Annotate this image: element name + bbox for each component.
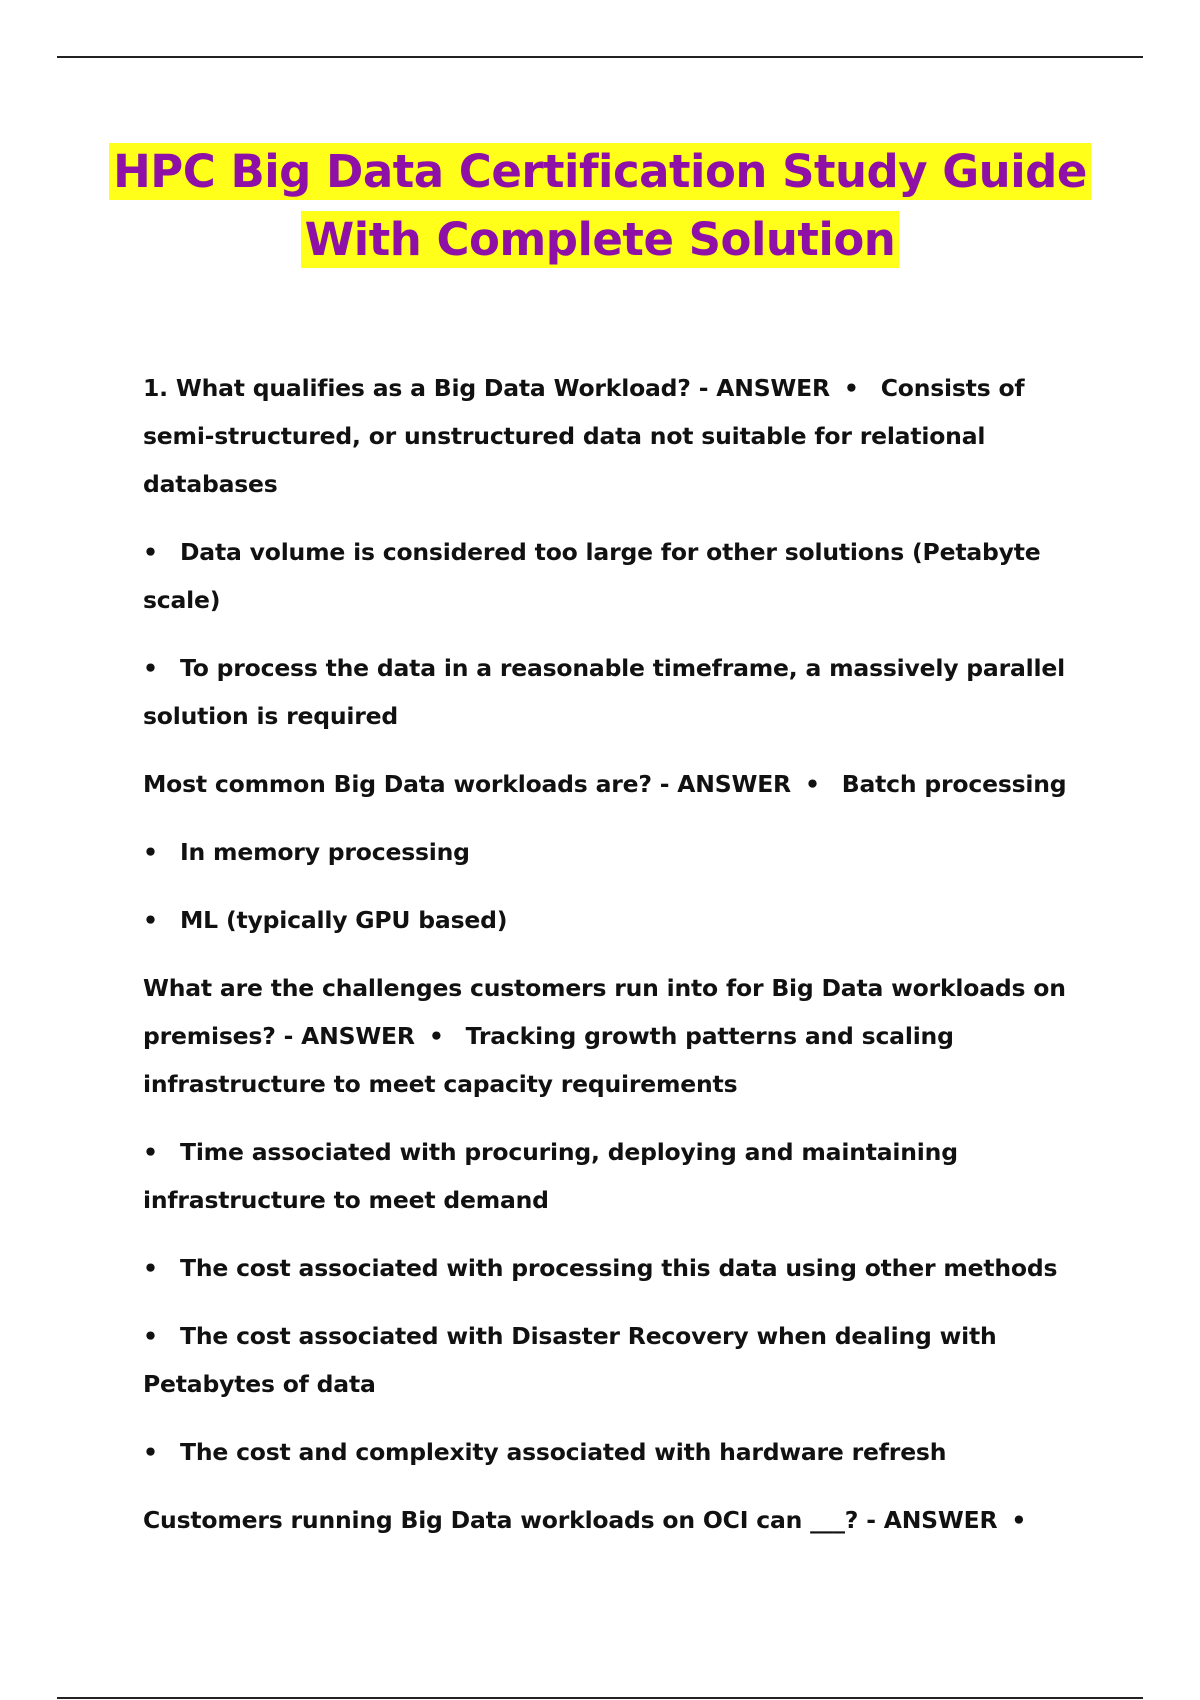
bullet-icon: • bbox=[143, 654, 158, 682]
bullet-icon: • bbox=[143, 538, 158, 566]
bullet-icon: • bbox=[143, 838, 158, 866]
answer-bullet: • Data volume is considered too large for other solutions (Petabyte scale) bbox=[143, 528, 1093, 624]
question-1: 1. What qualifies as a Big Data Workload? - ANSWER • Consists of semi-structured, or unstructured data not suitable for relational databases bbox=[143, 364, 1093, 508]
document-title bbox=[0, 138, 1200, 274]
question-3: What are the challenges customers run into for Big Data workloads on premises? - ANSWER • Tracking growth patterns and scaling infrastructure to meet capacity requirements bbox=[143, 974, 1066, 1098]
bullet-icon: • bbox=[143, 1138, 158, 1166]
bullet-icon: • bbox=[143, 1254, 158, 1282]
bullet-icon: • bbox=[804, 770, 820, 798]
title-line-1: HPC Big Data Certification Study Guide bbox=[0, 138, 1200, 206]
bullet-icon: • bbox=[143, 1438, 158, 1466]
answer-bullet: • To process the data in a reasonable timeframe, a massively parallel solution is required bbox=[143, 644, 1093, 740]
bottom-rule bbox=[57, 1697, 1143, 1699]
answer-bullet: • The cost associated with Disaster Recovery when dealing with Petabytes of data bbox=[143, 1312, 1093, 1408]
answer-bullet: • The cost and complexity associated with hardware refresh bbox=[143, 1428, 1093, 1476]
bullet-icon: • bbox=[143, 906, 158, 934]
document-body bbox=[143, 364, 1093, 1564]
top-rule bbox=[57, 56, 1143, 58]
bullet-icon: • bbox=[843, 374, 859, 402]
bullet-icon: • bbox=[143, 1322, 158, 1350]
answer-bullet: • ML (typically GPU based) bbox=[143, 896, 1093, 944]
bullet-icon: • bbox=[1011, 1506, 1027, 1534]
answer-bullet: • Time associated with procuring, deploying and maintaining infrastructure to meet demand bbox=[143, 1128, 1093, 1224]
bullet-icon: • bbox=[428, 1022, 444, 1050]
question-2: Most common Big Data workloads are? - ANSWER • Batch processing bbox=[143, 760, 1093, 808]
answer-bullet: • In memory processing bbox=[143, 828, 1093, 876]
answer-bullet: • The cost associated with processing this data using other methods bbox=[143, 1244, 1093, 1292]
question-4: Customers running Big Data workloads on OCI can ___? - ANSWER • bbox=[143, 1496, 1093, 1544]
title-line-2: With Complete Solution bbox=[0, 206, 1200, 274]
